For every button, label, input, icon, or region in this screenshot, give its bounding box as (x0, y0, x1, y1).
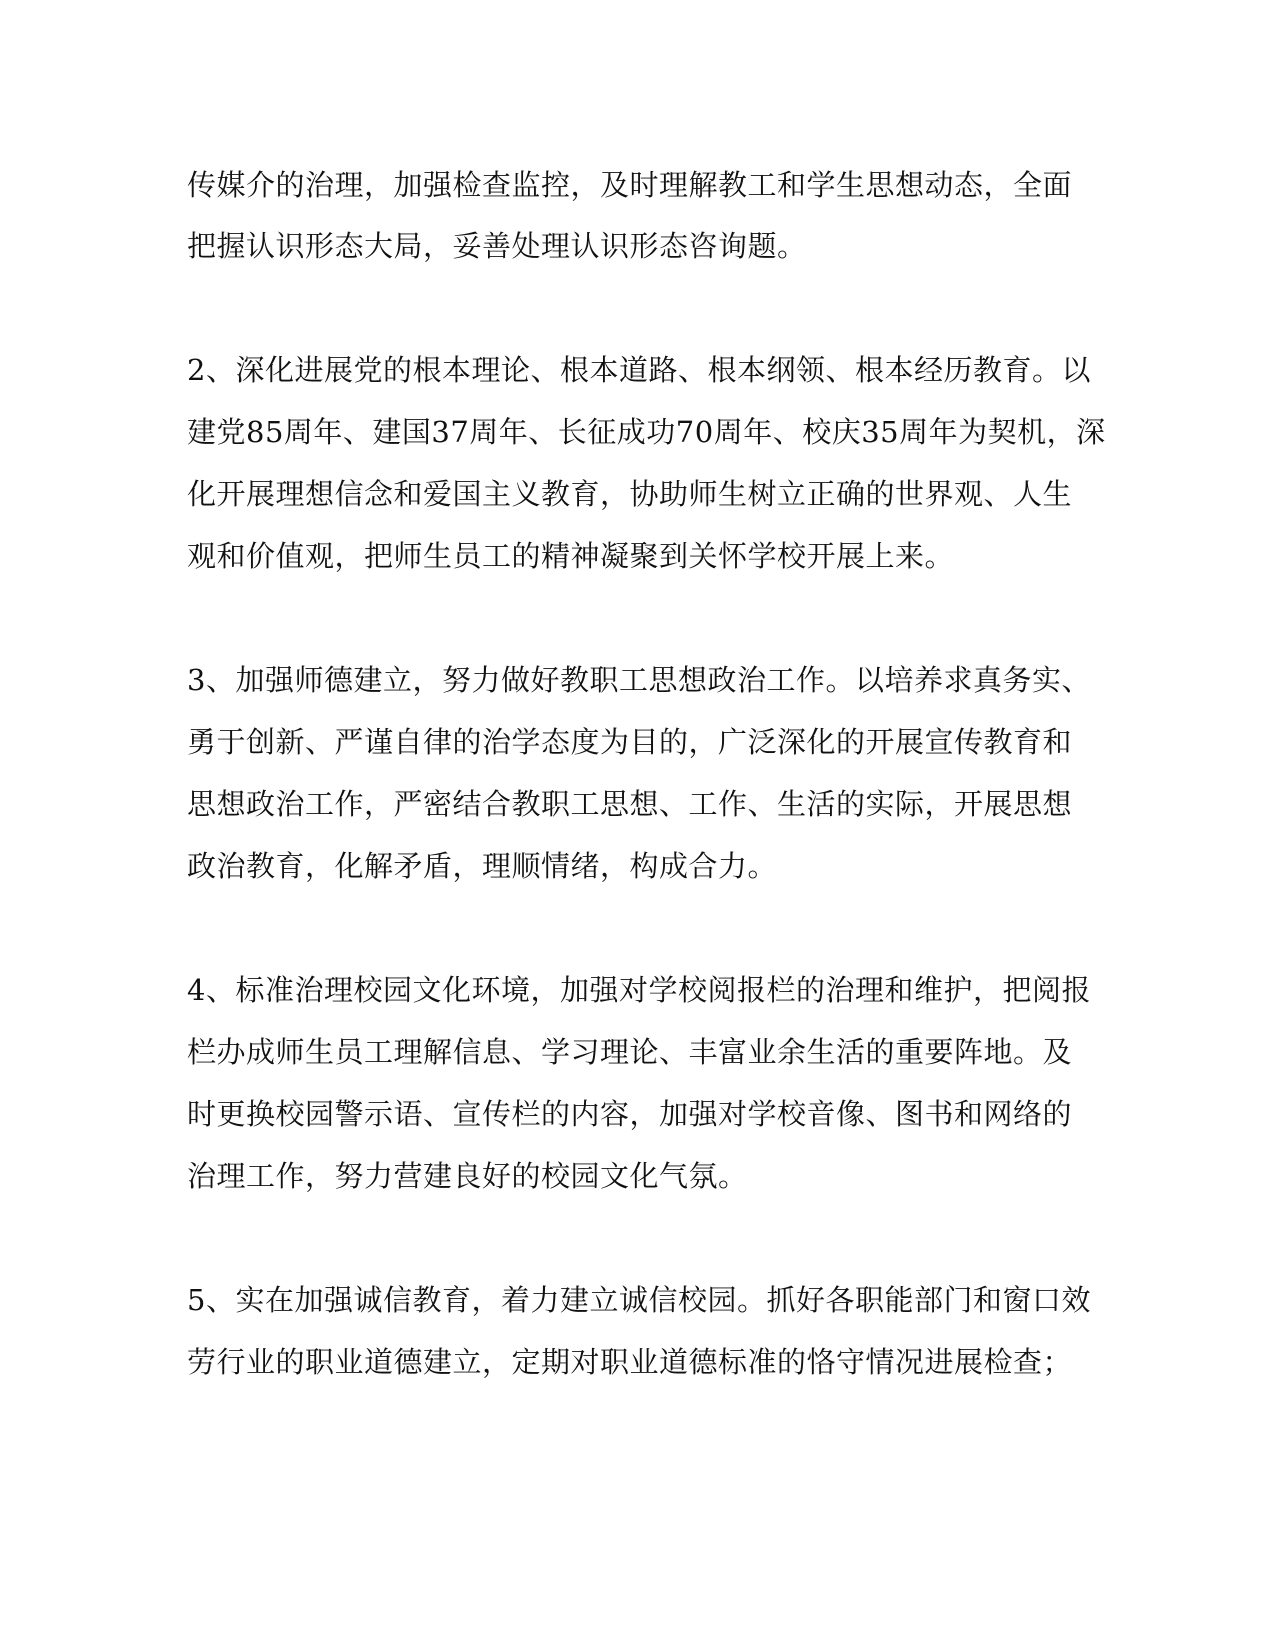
text-line: 勇于创新、严谨自律的治学态度为目的，广泛深化的开展宣传教育和 (187, 725, 1073, 759)
text-line: 栏办成师生员工理解信息、学习理论、丰富业余生活的重要阵地。及 (187, 1035, 1073, 1069)
text-line: 治理工作，努力营建良好的校园文化气氛。 (187, 1159, 748, 1193)
text-line: 观和价值观，把师生员工的精神凝聚到关怀学校开展上来。 (187, 539, 955, 573)
text-line: 化开展理想信念和爱国主义教育，协助师生树立正确的世界观、人生 (187, 477, 1073, 511)
text-line: 3、加强师德建立，努力做好教职工思想政治工作。以培养求真务实、 (187, 663, 1091, 697)
text-line: 2、深化进展党的根本理论、根本道路、根本纲领、根本经历教育。以 (187, 353, 1091, 387)
text-line: 思想政治工作，严密结合教职工思想、工作、生活的实际，开展思想 (187, 787, 1073, 821)
text-line: 劳行业的职业道德建立，定期对职业道德标准的恪守情况进展检查； (187, 1345, 1073, 1379)
text-line: 4、标准治理校园文化环境，加强对学校阅报栏的治理和维护，把阅报 (187, 973, 1091, 1007)
text-line: 政治教育，化解矛盾，理顺情绪，构成合力。 (187, 849, 778, 883)
text-line: 把握认识形态大局，妥善处理认识形态咨询题。 (187, 229, 807, 263)
text-line: 传媒介的治理，加强检查监控，及时理解教工和学生思想动态，全面 (187, 168, 1073, 202)
text-line: 5、实在加强诚信教育，着力建立诚信校园。抓好各职能部门和窗口效 (187, 1283, 1091, 1317)
text-line: 建党85周年、建国37周年、长征成功70周年、校庆35周年为契机，深 (187, 415, 1106, 449)
text-line: 时更换校园警示语、宣传栏的内容，加强对学校音像、图书和网络的 (187, 1097, 1073, 1131)
